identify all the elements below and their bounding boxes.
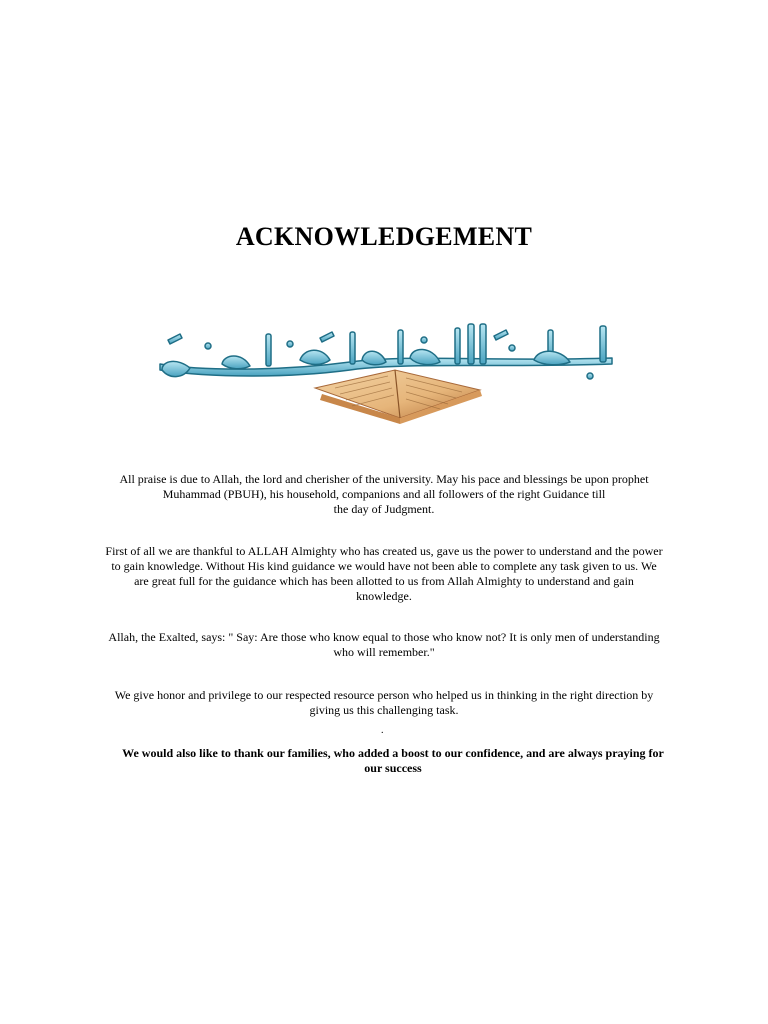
text-line: knowledge. [356, 589, 412, 603]
text-line: First of all we are thankful to ALLAH Almighty who has created us, gave us the power to understand and the power [105, 544, 663, 558]
text-line: All praise is due to Allah, the lord and cherisher of the university. May his pace and blessings be upon prophet [119, 472, 649, 486]
text-line: to gain knowledge. Without His kind guidance we would have not been able to complete any task given to us. We [111, 559, 657, 573]
page-title: ACKNOWLEDGEMENT [235, 222, 533, 251]
praise-paragraph [96, 472, 672, 517]
calligraphy-letters [160, 324, 612, 379]
text-line: Muhammad (PBUH), his household, companions and all followers of the right Guidance till [162, 487, 606, 501]
open-book-icon [315, 370, 482, 424]
quote-paragraph [96, 630, 672, 660]
closing-paragraph [100, 746, 686, 776]
text-line: our success [364, 761, 422, 775]
text-line: are great full for the guidance which has been allotted to us from Allah Almighty to understand and gain [134, 574, 634, 588]
text-line: We give honor and privilege to our respected resource person who helped us in thinking in the right direction by [114, 688, 654, 702]
text-line: We would also like to thank our families, who added a boost to our confidence, and are always praying for [122, 746, 664, 760]
text-line: the day of Judgment. [333, 502, 435, 516]
resource-person-paragraph [96, 688, 672, 718]
thanks-paragraph [96, 544, 672, 604]
bismillah-calligraphy-icon [150, 318, 620, 440]
text-line: who will remember." [333, 645, 435, 659]
text-line: giving us this challenging task. [309, 703, 459, 717]
separator-dot: . [381, 725, 384, 736]
text-line: Allah, the Exalted, says: " Say: Are those who know equal to those who know not? It is only men of understanding [108, 630, 660, 644]
